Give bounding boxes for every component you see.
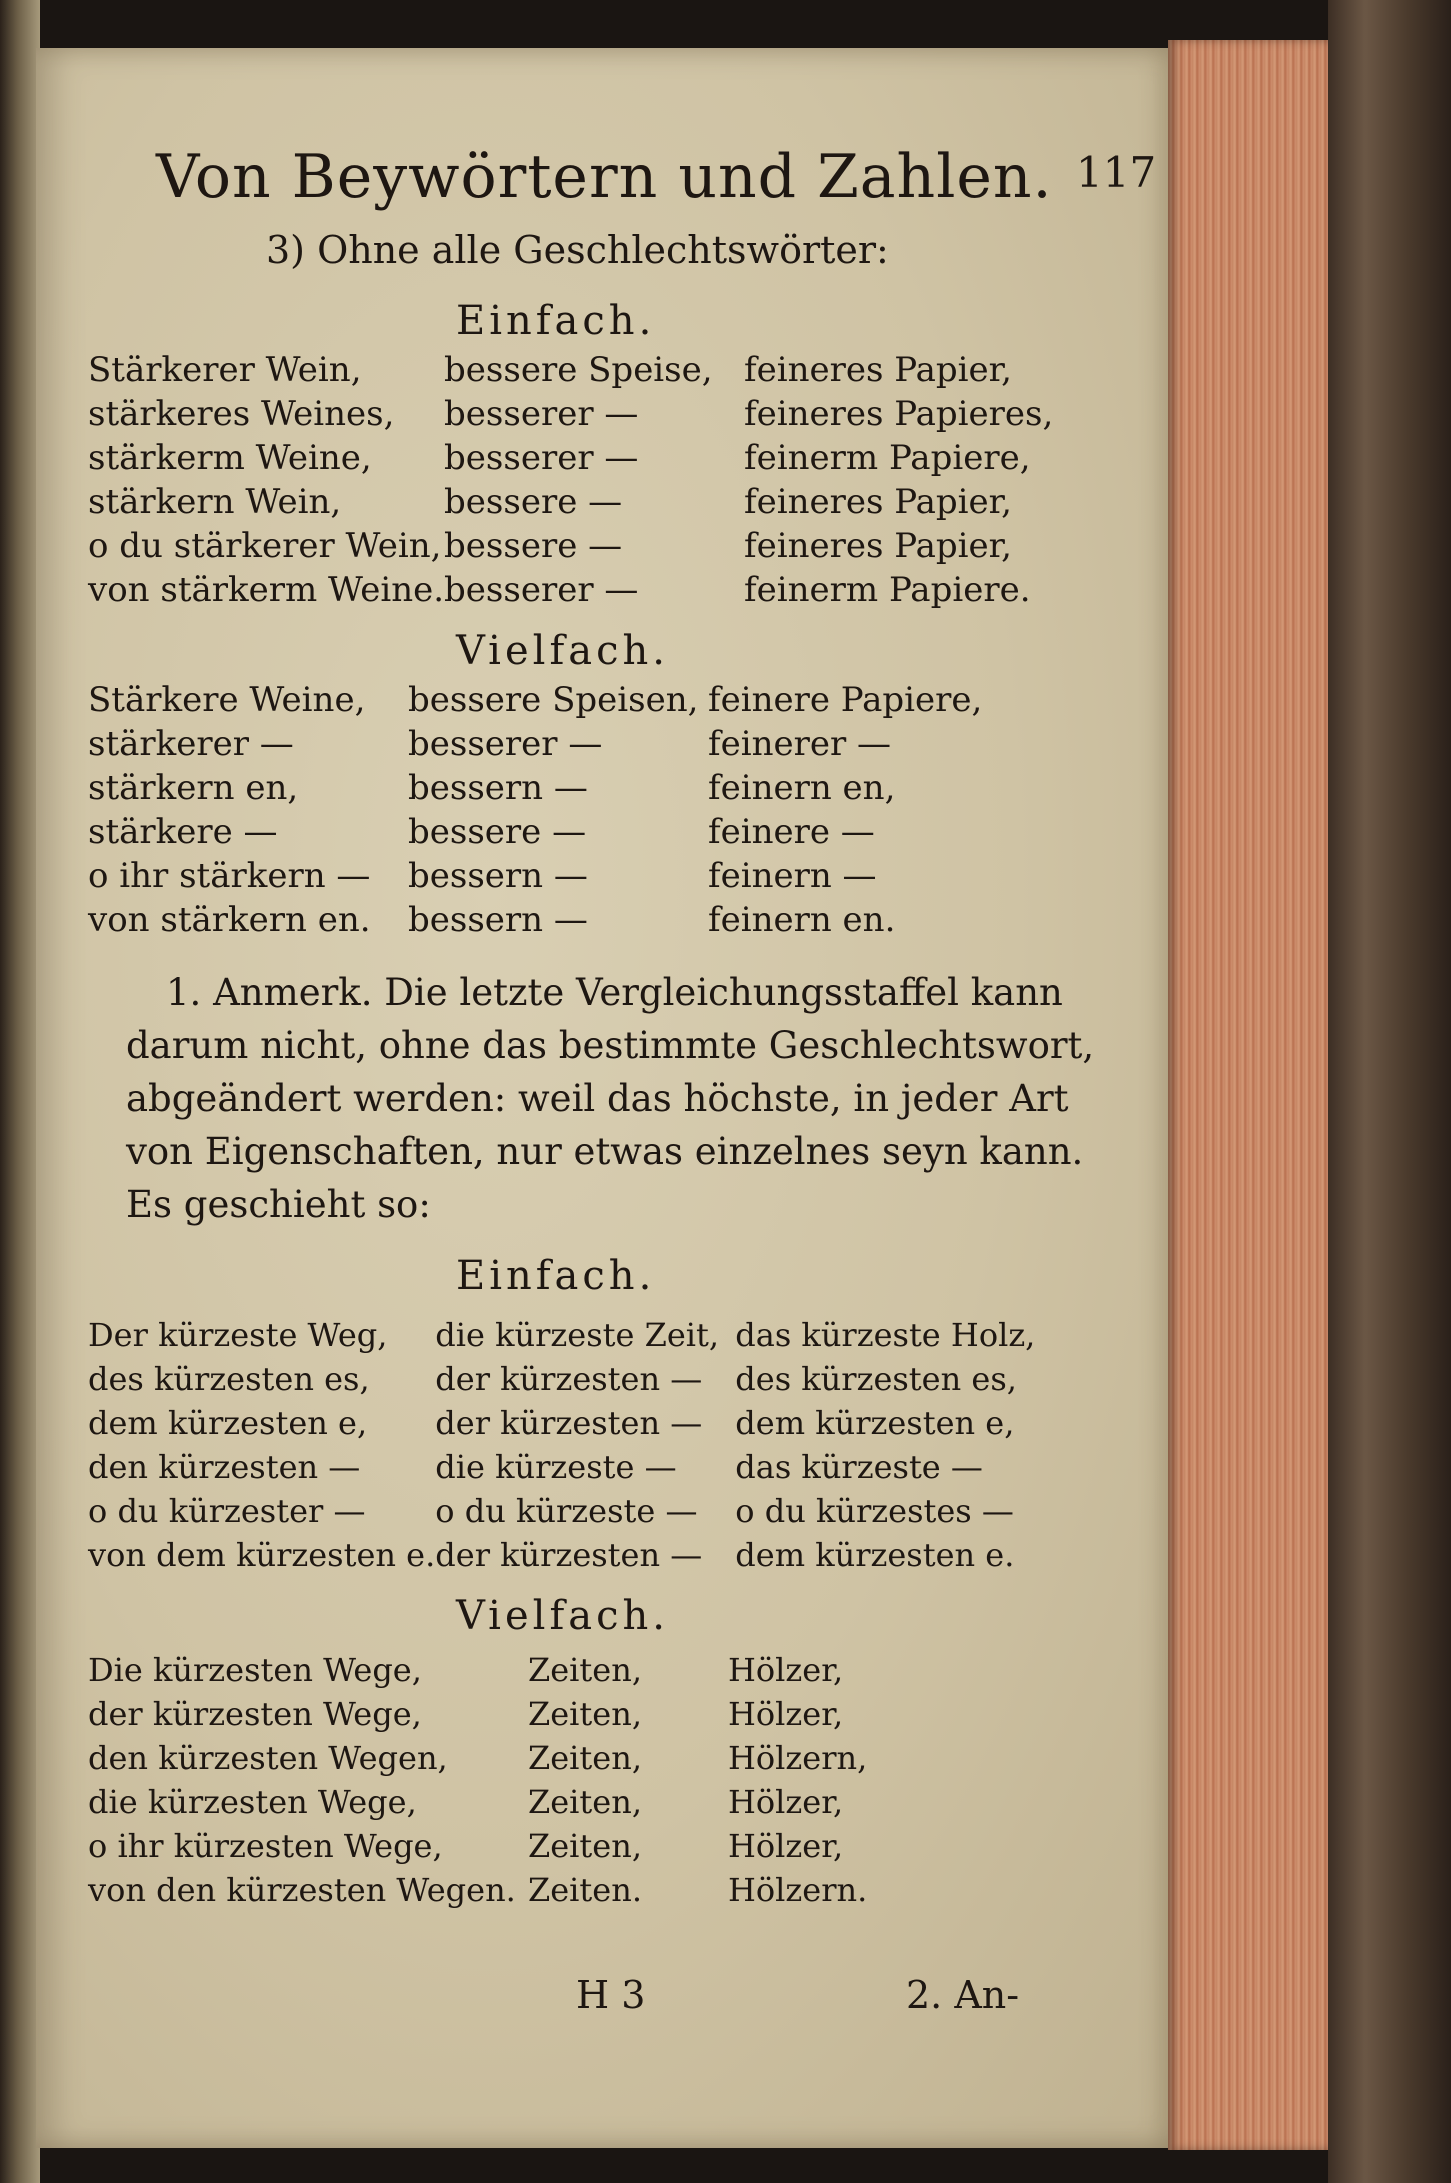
table-row (88, 810, 1038, 854)
table-row (88, 1401, 1055, 1445)
table-cell: stärkerm Weine, (88, 438, 372, 478)
table-cell: stärkern en, (88, 768, 299, 808)
table-cell: dem kürzesten e. (735, 1536, 1015, 1574)
table-cell: feineres Papier, (744, 526, 1012, 566)
table-cell: besserer — (444, 394, 639, 434)
table-cell: dem kürzesten e, (735, 1404, 1015, 1442)
table-row (88, 1692, 1028, 1736)
table-cell: Zeiten. (528, 1871, 642, 1909)
anmerkung-paragraph (126, 966, 1095, 1231)
table-cell: feinere — (708, 812, 875, 852)
table-cell: die kürzeste Zeit, (435, 1316, 720, 1354)
table-cell: feinerm Papiere. (744, 570, 1031, 610)
table-cell: feinerm Papiere, (744, 438, 1031, 478)
paragraph-line: Es geschieht so: (126, 1183, 431, 1226)
table-cell: bessere Speisen, (408, 680, 699, 720)
table-cell: Stärkere Weine, (88, 680, 366, 720)
table-cell: o ihr kürzesten Wege, (88, 1827, 443, 1865)
table-cell: der kürzesten Wege, (88, 1695, 422, 1733)
table-row (88, 480, 1074, 524)
table-cell: bessern — (408, 900, 588, 940)
table-row (88, 766, 1038, 810)
table-row (88, 1868, 1028, 1912)
table-row (88, 1648, 1028, 1692)
table-cell: o du kürzestes — (735, 1492, 1014, 1530)
table-cell: Hölzern. (728, 1871, 868, 1909)
table-cell: von stärkern en. (88, 900, 371, 940)
table-cell: der kürzesten — (435, 1360, 703, 1398)
table-cell: das kürzeste — (735, 1448, 983, 1486)
table-cell: bessere Speise, (444, 350, 713, 390)
table-cell: Hölzer, (728, 1695, 844, 1733)
table-cell: Hölzern, (728, 1739, 868, 1777)
table-cell: feinern — (708, 856, 877, 896)
table-cell: o du kürzeste — (435, 1492, 698, 1530)
table-cell: feineres Papier, (744, 350, 1012, 390)
table-row (88, 348, 1074, 392)
table-cell: Zeiten, (528, 1651, 642, 1689)
running-head: Von Beywörtern und Zahlen. (156, 142, 1053, 212)
table-row (88, 436, 1074, 480)
table-cell: bessere — (444, 482, 623, 522)
table-cell: den kürzesten — (88, 1448, 361, 1486)
table-cell: Zeiten, (528, 1783, 642, 1821)
section-3-vielfach-label: Vielfach. (456, 628, 669, 674)
table-cell: stärkern Wein, (88, 482, 342, 522)
table-row (88, 1736, 1028, 1780)
table-row (88, 1445, 1055, 1489)
table-cell: den kürzesten Wegen, (88, 1739, 448, 1777)
table-cell: des kürzesten es, (735, 1360, 1017, 1398)
table-cell: der kürzesten — (435, 1404, 703, 1442)
table-cell: Die kürzesten Wege, (88, 1651, 422, 1689)
table-row (88, 854, 1038, 898)
table-cell: feinere Papiere, (708, 680, 983, 720)
superlative-vielfach-label: Vielfach. (456, 1593, 669, 1639)
book-gutter-left (0, 0, 40, 2183)
paragraph-line: abgeändert werden: weil das höchste, in jeder Art (126, 1077, 1069, 1120)
table-cell: bessere — (408, 812, 587, 852)
table-cell: besserer — (444, 570, 639, 610)
section-3-einfach-table (88, 348, 1074, 612)
table-row (88, 678, 1038, 722)
page-number: 117 (1076, 148, 1157, 197)
table-row (88, 1313, 1055, 1357)
table-cell: feinern en, (708, 768, 896, 808)
table-cell: stärkerer — (88, 724, 294, 764)
table-cell: stärkere — (88, 812, 278, 852)
table-cell: o du stärkerer Wein, (88, 526, 442, 566)
book-cover-edge (1328, 0, 1451, 2183)
table-cell: das kürzeste Holz, (735, 1316, 1036, 1354)
page-fore-edge (1168, 40, 1328, 2150)
table-cell: des kürzesten es, (88, 1360, 370, 1398)
table-cell: von dem kürzesten e. (88, 1536, 436, 1574)
table-cell: Zeiten, (528, 1739, 642, 1777)
superlative-einfach-label: Einfach. (456, 1253, 656, 1299)
section-3-heading: 3) Ohne alle Geschlechtswörter: (266, 228, 889, 272)
table-row (88, 524, 1074, 568)
book-page (36, 48, 1168, 2148)
table-row (88, 392, 1074, 436)
table-cell: besserer — (444, 438, 639, 478)
table-cell: feineres Papieres, (744, 394, 1054, 434)
table-cell: Stärkerer Wein, (88, 350, 362, 390)
table-cell: feinern en. (708, 900, 896, 940)
table-cell: o du kürzester — (88, 1492, 366, 1530)
table-cell: feinerer — (708, 724, 892, 764)
table-cell: bessern — (408, 768, 588, 808)
table-cell: von den kürzesten Wegen. (88, 1871, 516, 1909)
table-cell: stärkeres Weines, (88, 394, 395, 434)
table-cell: Hölzer, (728, 1783, 844, 1821)
table-row (88, 898, 1038, 942)
table-cell: Hölzer, (728, 1827, 844, 1865)
paragraph-line: darum nicht, ohne das bestimmte Geschlechtswort, (126, 1024, 1095, 1067)
table-cell: o ihr stärkern — (88, 856, 371, 896)
table-row (88, 722, 1038, 766)
table-row (88, 1357, 1055, 1401)
superlative-vielfach-table (88, 1648, 1028, 1912)
table-cell: dem kürzesten e, (88, 1404, 368, 1442)
table-row (88, 1533, 1055, 1577)
table-cell: Zeiten, (528, 1827, 642, 1865)
table-cell: Zeiten, (528, 1695, 642, 1733)
table-cell: besserer — (408, 724, 603, 764)
table-cell: feineres Papier, (744, 482, 1012, 522)
table-cell: der kürzesten — (435, 1536, 703, 1574)
signature-mark: H 3 (576, 1973, 646, 2017)
table-row (88, 1780, 1028, 1824)
section-3-einfach-label: Einfach. (456, 298, 656, 344)
table-row (88, 1489, 1055, 1533)
section-3-vielfach-table (88, 678, 1038, 942)
paragraph-line: 1. Anmerk. Die letzte Vergleichungsstaffel kann (166, 971, 1063, 1014)
table-row (88, 1824, 1028, 1868)
table-cell: die kürzeste — (435, 1448, 677, 1486)
table-cell: von stärkerm Weine. (88, 570, 445, 610)
table-cell: Hölzer, (728, 1651, 844, 1689)
superlative-einfach-table (88, 1313, 1055, 1577)
table-cell: Der kürzeste Weg, (88, 1316, 388, 1354)
table-cell: die kürzesten Wege, (88, 1783, 417, 1821)
catchword: 2. An- (906, 1973, 1020, 2017)
paragraph-line: von Eigenschaften, nur etwas einzelnes seyn kann. (126, 1130, 1084, 1173)
table-cell: bessern — (408, 856, 588, 896)
table-row (88, 568, 1074, 612)
table-cell: bessere — (444, 526, 623, 566)
